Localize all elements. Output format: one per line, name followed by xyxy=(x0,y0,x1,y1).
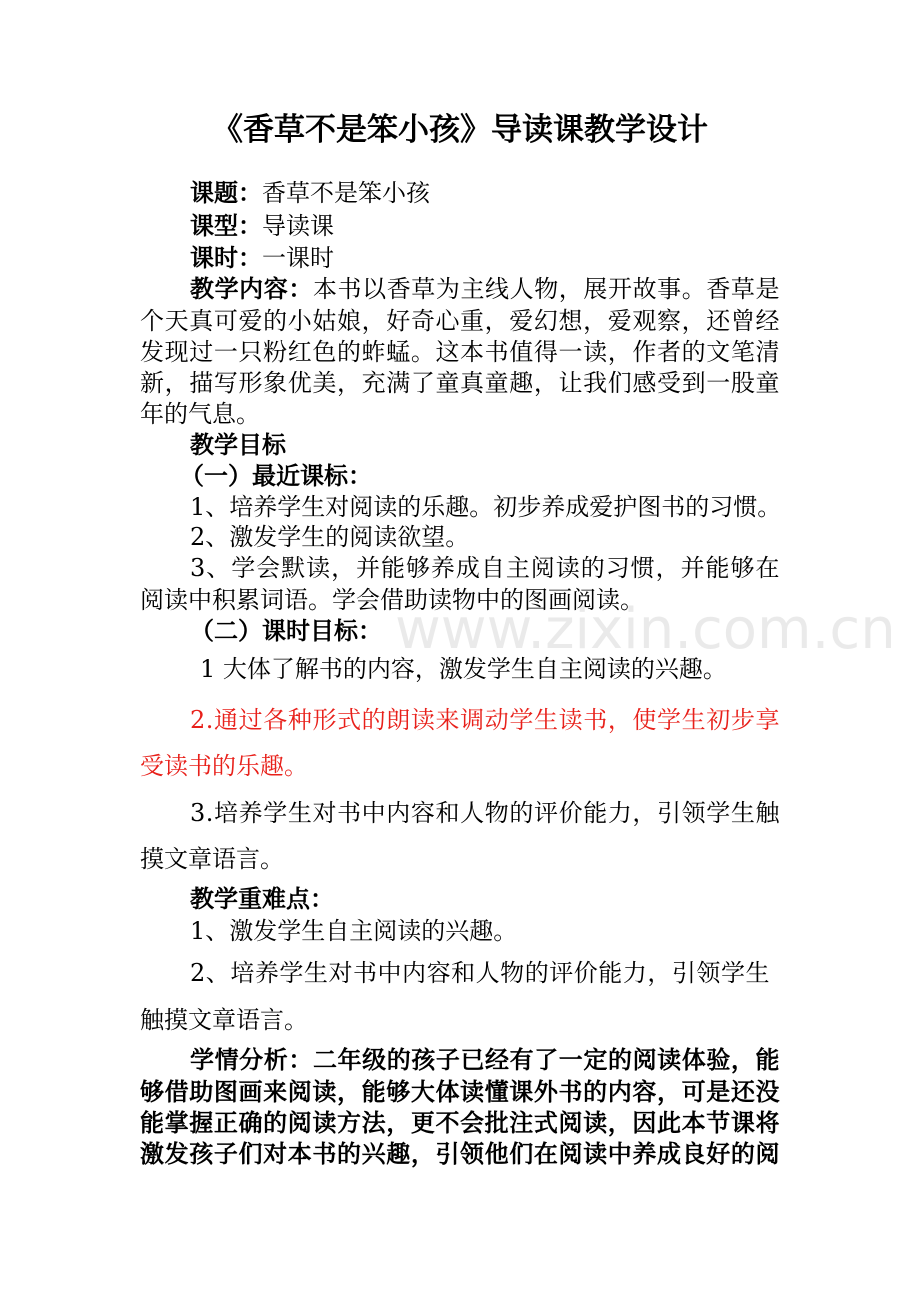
key-point-2-cont: 触摸文章语言。 xyxy=(140,1006,308,1034)
recent-goal-3-cont: 阅读中积累词语。学会借助读物中的图画阅读。 xyxy=(140,586,644,614)
key-point-1: 1、激发学生自主阅读的兴趣。 xyxy=(190,917,518,945)
lesson-goal-1: 1 大体了解书的内容，激发学生自主阅读的兴趣。 xyxy=(200,655,727,683)
content-line-2: 个天真可爱的小姑娘，好奇心重，爱幻想，爱观察，还曾经 xyxy=(140,307,780,335)
course-title-label: 课题： xyxy=(190,179,262,207)
analysis-line-4: 激发孩子们对本书的兴趣，引领他们在阅读中养成良好的阅 xyxy=(140,1140,780,1168)
analysis-line-1 xyxy=(190,1045,780,1075)
course-title-value: 香草不是笨小孩 xyxy=(262,179,430,207)
recent-goals-heading: （一）最近课标： xyxy=(180,462,372,490)
recent-goal-1: 1、培养学生对阅读的乐趣。初步养成爱护图书的习惯。 xyxy=(190,493,782,521)
lesson-goal-2-cont: 受读书的乐趣。 xyxy=(140,752,308,780)
recent-goal-2: 2、激发学生的阅读欲望。 xyxy=(190,523,470,551)
lesson-goals-heading: （二）课时目标： xyxy=(190,617,382,645)
recent-goal-3: 3、学会默读，并能够养成自主阅读的习惯，并能够在 xyxy=(190,554,780,582)
analysis-label: 学情分析： xyxy=(190,1046,313,1074)
lesson-goal-2: 2.通过各种形式的朗读来调动学生读书，使学生初步享 xyxy=(190,706,780,734)
course-type-value: 导读课 xyxy=(262,212,334,240)
analysis-line-2: 够借助图画来阅读，能够大体读懂课外书的内容，可是还没 xyxy=(140,1078,780,1106)
content-line-4: 新，描写形象优美，充满了童真童趣，让我们感受到一股童 xyxy=(140,369,780,397)
course-hours-value: 一课时 xyxy=(262,244,334,272)
course-hours-row xyxy=(190,243,780,273)
course-hours-label: 课时： xyxy=(190,244,262,272)
key-point-2: 2、培养学生对书中内容和人物的评价能力，引领学生 xyxy=(190,959,770,987)
content-line-5: 年的气息。 xyxy=(140,400,260,428)
goals-heading: 教学目标 xyxy=(190,431,286,459)
content-line-1 xyxy=(190,274,780,304)
course-type-label: 课型： xyxy=(190,212,262,240)
content-line-3: 发现过一只粉红色的蚱蜢。这本书值得一读，作者的文笔清 xyxy=(140,338,780,366)
watermark: www.zixin.com.cn xyxy=(395,597,896,662)
course-title-row xyxy=(190,178,780,208)
analysis-text: 二年级的孩子已经有了一定的阅读体验，能 xyxy=(312,1046,781,1074)
content-label: 教学内容： xyxy=(190,275,313,303)
lesson-goal-3: 3.培养学生对书中内容和人物的评价能力，引领学生触 xyxy=(190,799,780,827)
content-text: 本书以香草为主线人物，展开故事。香草是 xyxy=(312,275,781,303)
analysis-line-3: 能掌握正确的阅读方法，更不会批注式阅读，因此本节课将 xyxy=(140,1109,780,1137)
course-type-row xyxy=(190,211,780,241)
lesson-goal-3-cont: 摸文章语言。 xyxy=(140,845,284,873)
document-title: 《香草不是笨小孩》导读课教学设计 xyxy=(212,112,708,148)
key-points-heading: 教学重难点： xyxy=(190,885,334,913)
